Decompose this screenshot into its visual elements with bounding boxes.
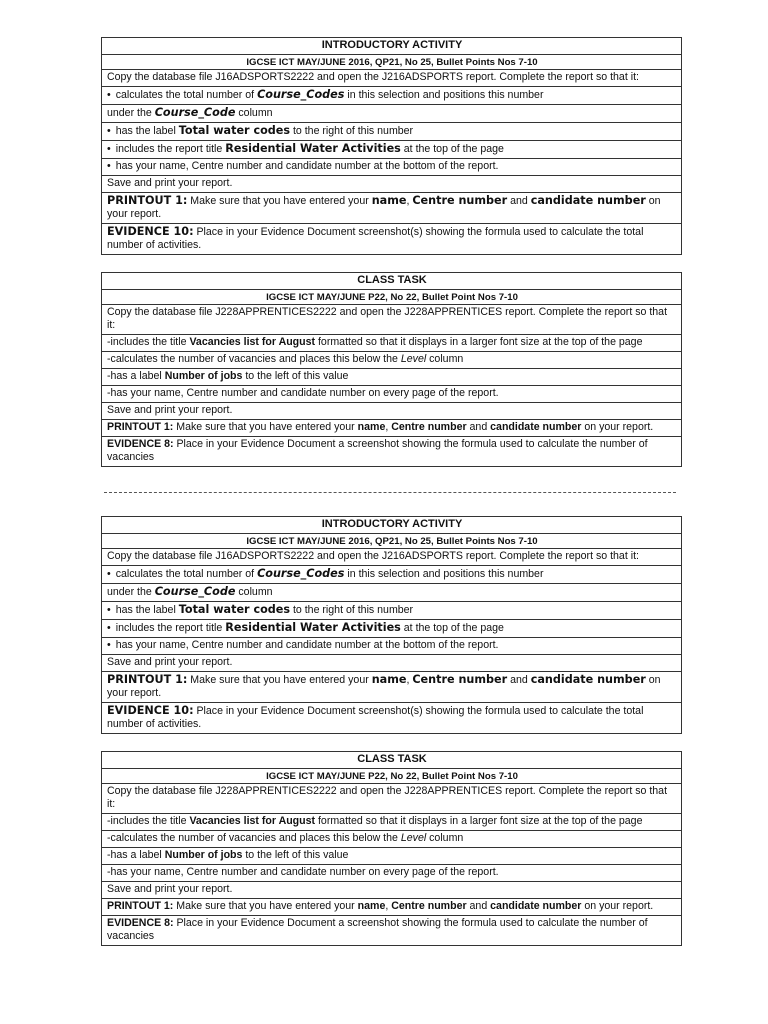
class-task-table-1 [101, 272, 682, 467]
intro-title: INTRODUCTORY ACTIVITY [321, 518, 463, 530]
intro-instruction: Copy the database file J16ADSPORTS2222 and open the J216ADSPORTS report. Complete the report so that it: [102, 69, 681, 86]
task-item-vacancies: -calculates the number of vacancies and places this below the Level column [102, 351, 681, 368]
intro-printout: PRINTOUT 1: Make sure that you have entered your name, Centre number and candidate number on your report. [102, 671, 681, 702]
task-item-label: -has a label Number of jobs to the left of this value [102, 847, 681, 864]
intro-activity-table-2 [101, 516, 682, 734]
intro-bullet-title: • includes the report title Residential Water Activities at the top of the page [102, 619, 681, 637]
intro-save: Save and print your report. [102, 175, 681, 192]
intro-save: Save and print your report. [102, 654, 681, 671]
intro-under-column: under the Course_Code column [102, 583, 681, 601]
intro-bullet-name: • has your name, Centre number and candidate number at the bottom of the report. [102, 158, 681, 175]
task-subtitle: IGCSE ICT MAY/JUNE P22, No 22, Bullet Point Nos 7-10 [102, 768, 681, 783]
task-title: CLASS TASK [357, 274, 427, 286]
task-item-name: -has your name, Centre number and candidate number on every page of the report. [102, 385, 681, 402]
cut-line-divider [104, 492, 676, 500]
task-save: Save and print your report. [102, 881, 681, 898]
intro-bullet-name: • has your name, Centre number and candidate number at the bottom of the report. [102, 637, 681, 654]
intro-bullet-label: • has the label Total water codes to the right of this number [102, 122, 681, 140]
intro-title: INTRODUCTORY ACTIVITY [321, 39, 463, 51]
intro-activity-table-1 [101, 37, 682, 255]
intro-under-column: under the Course_Code column [102, 104, 681, 122]
task-printout: PRINTOUT 1: Make sure that you have entered your name, Centre number and candidate number on your report. [102, 898, 681, 915]
task-save: Save and print your report. [102, 402, 681, 419]
task-evidence: EVIDENCE 8: Place in your Evidence Document a screenshot showing the formula used to calculate the number of vacancies [102, 436, 681, 466]
intro-subtitle: IGCSE ICT MAY/JUNE 2016, QP21, No 25, Bullet Points Nos 7-10 [102, 54, 681, 69]
task-instruction: Copy the database file J228APPRENTICES2222 and open the J228APPRENTICES report. Complete the report so that it: [102, 304, 681, 334]
intro-bullet-label: • has the label Total water codes to the right of this number [102, 601, 681, 619]
task-item-label: -has a label Number of jobs to the left of this value [102, 368, 681, 385]
intro-subtitle: IGCSE ICT MAY/JUNE 2016, QP21, No 25, Bullet Points Nos 7-10 [102, 533, 681, 548]
task-item-name: -has your name, Centre number and candidate number on every page of the report. [102, 864, 681, 881]
intro-evidence: EVIDENCE 10: Place in your Evidence Document screenshot(s) showing the formula used to calculate the total number of activities. [102, 702, 681, 733]
task-title: CLASS TASK [357, 753, 427, 765]
intro-evidence: EVIDENCE 10: Place in your Evidence Document screenshot(s) showing the formula used to calculate the total number of activities. [102, 223, 681, 254]
task-evidence: EVIDENCE 8: Place in your Evidence Document a screenshot showing the formula used to calculate the number of vacancies [102, 915, 681, 945]
intro-printout: PRINTOUT 1: Make sure that you have entered your name, Centre number and candidate number on your report. [102, 192, 681, 223]
task-item-title: -includes the title Vacancies list for August formatted so that it displays in a larger font size at the top of the page [102, 813, 681, 830]
intro-bullet-total: • calculates the total number of Course_Codes in this selection and positions this number [102, 86, 681, 104]
intro-bullet-total: • calculates the total number of Course_Codes in this selection and positions this number [102, 565, 681, 583]
task-item-title: -includes the title Vacancies list for August formatted so that it displays in a larger font size at the top of the page [102, 334, 681, 351]
intro-instruction: Copy the database file J16ADSPORTS2222 and open the J216ADSPORTS report. Complete the report so that it: [102, 548, 681, 565]
task-subtitle: IGCSE ICT MAY/JUNE P22, No 22, Bullet Point Nos 7-10 [102, 289, 681, 304]
task-printout: PRINTOUT 1: Make sure that you have entered your name, Centre number and candidate number on your report. [102, 419, 681, 436]
intro-bullet-title: • includes the report title Residential Water Activities at the top of the page [102, 140, 681, 158]
class-task-table-2 [101, 751, 682, 946]
task-item-vacancies: -calculates the number of vacancies and places this below the Level column [102, 830, 681, 847]
task-instruction: Copy the database file J228APPRENTICES2222 and open the J228APPRENTICES report. Complete the report so that it: [102, 783, 681, 813]
